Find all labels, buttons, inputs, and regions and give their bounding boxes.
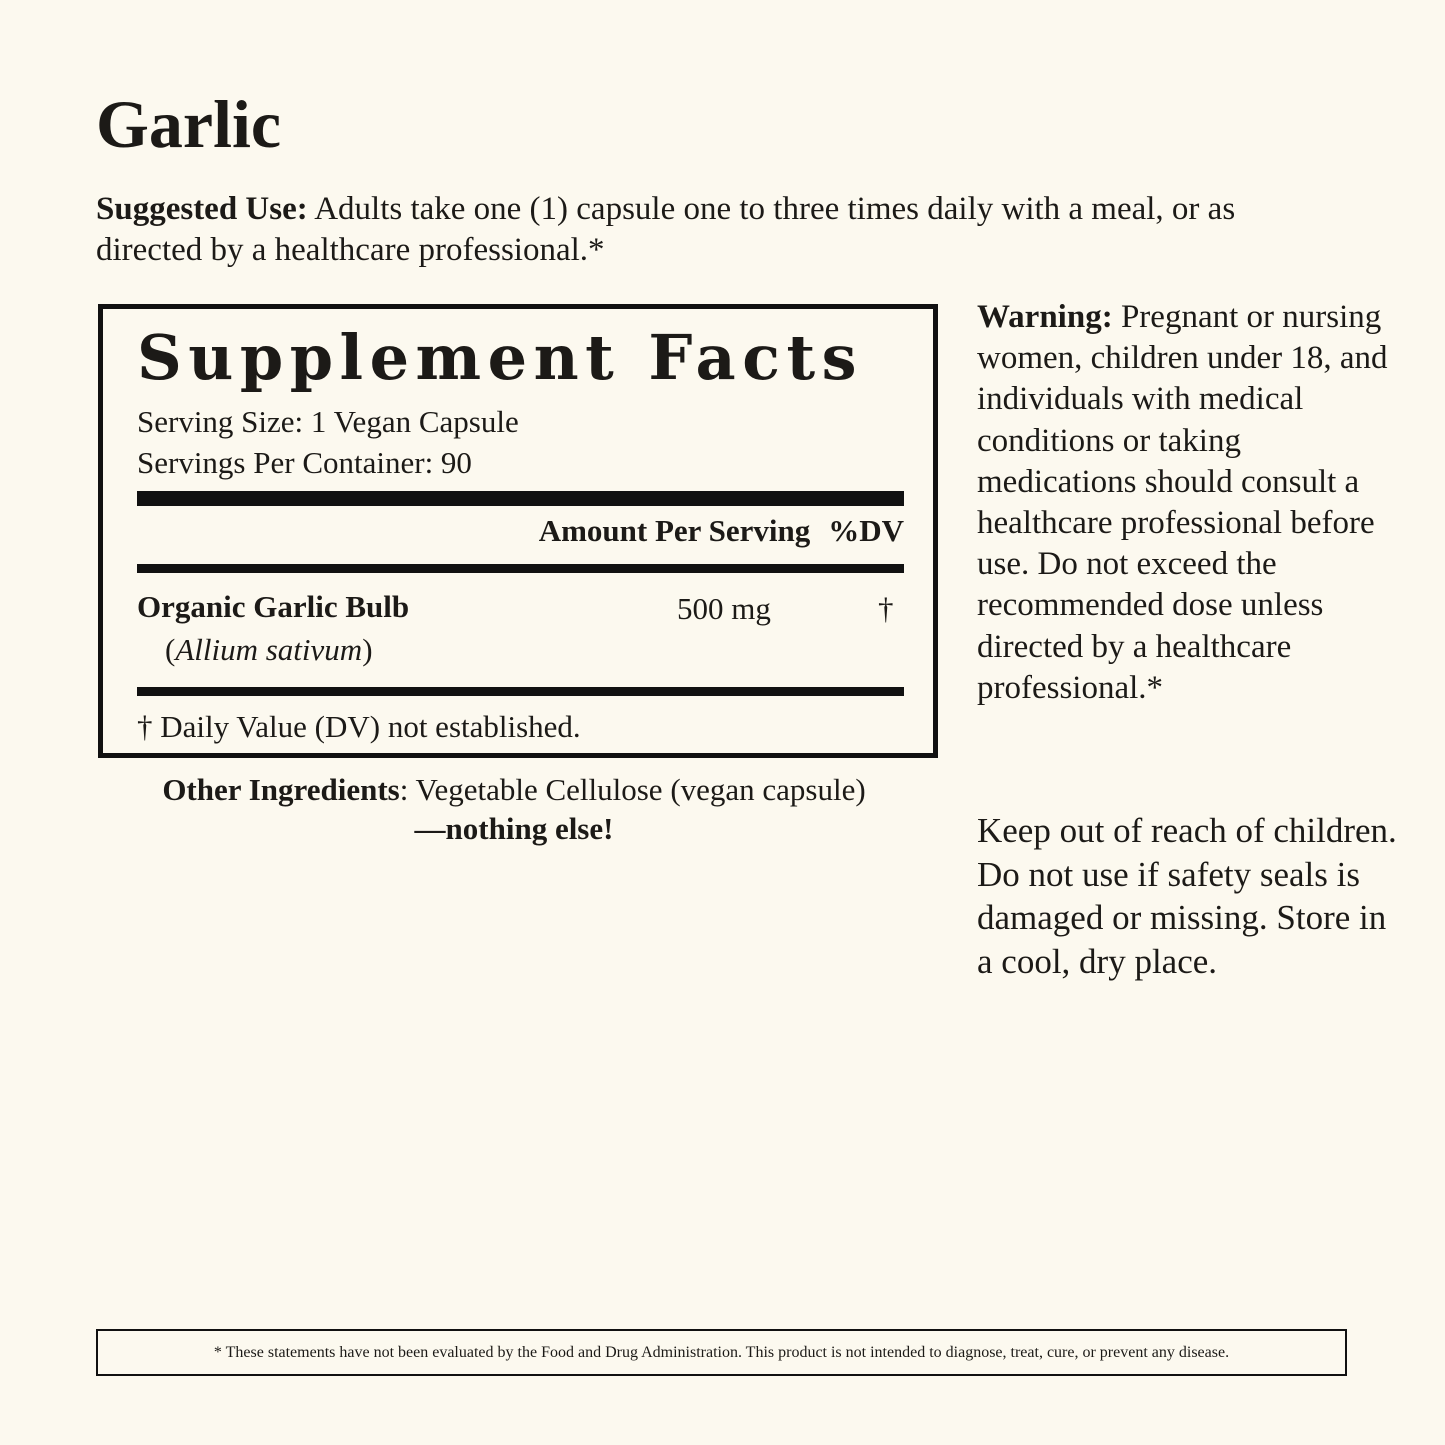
warning-text xyxy=(977,297,1397,709)
divider-header xyxy=(137,564,904,573)
ingredient-amount: 500 mg xyxy=(677,591,771,626)
warning-label: Warning: xyxy=(977,299,1113,335)
supplement-facts-panel xyxy=(98,304,938,758)
other-ingredients-emphasis: —nothing else! xyxy=(414,811,614,846)
serving-size: Serving Size: 1 Vegan Capsule xyxy=(137,404,519,439)
dv-header: %DV xyxy=(828,513,904,548)
amount-per-serving-header: Amount Per Serving xyxy=(538,513,811,548)
suggested-use-text: Adults take one (1) capsule one to three times daily with a meal, or as directed by a healthcare professional.* xyxy=(96,191,1236,268)
storage-instructions: Keep out of reach of children. Do not use if safety seals is damaged or missing. Store in a cool, dry place. xyxy=(977,811,1397,981)
fda-disclaimer: * These statements have not been evaluated by the Food and Drug Administration. This product is not intended to diagnose, treat, cure, or prevent any disease. xyxy=(96,1329,1347,1376)
ingredient-name: Organic Garlic Bulb xyxy=(137,589,410,624)
suggested-use-label: Suggested Use: xyxy=(96,191,308,227)
amount-header-row xyxy=(137,511,904,551)
other-ingredients-text: : Vegetable Cellulose (vegan capsule) xyxy=(399,772,866,807)
other-ingredients xyxy=(96,770,932,848)
supplement-facts-title: Supplement Facts xyxy=(137,321,863,394)
divider-thick xyxy=(137,491,904,506)
divider-bottom xyxy=(137,687,904,696)
ingredient-latin-name: (Allium sativum) xyxy=(165,632,373,667)
serving-info xyxy=(137,401,519,483)
suggested-use xyxy=(96,189,1326,271)
daily-value-note: † Daily Value (DV) not established. xyxy=(137,709,581,744)
product-title: Garlic xyxy=(96,86,282,162)
ingredient-dv: † xyxy=(878,591,894,626)
other-ingredients-label: Other Ingredients xyxy=(162,772,400,807)
servings-per-container: Servings Per Container: 90 xyxy=(137,445,472,480)
warning-body: Pregnant or nursing women, children under 18, and individuals with medical conditions or taking medications should consult a healthcare professional before use. Do not exceed the recommended dose unless directed by a healthcare professional.* xyxy=(977,299,1388,706)
